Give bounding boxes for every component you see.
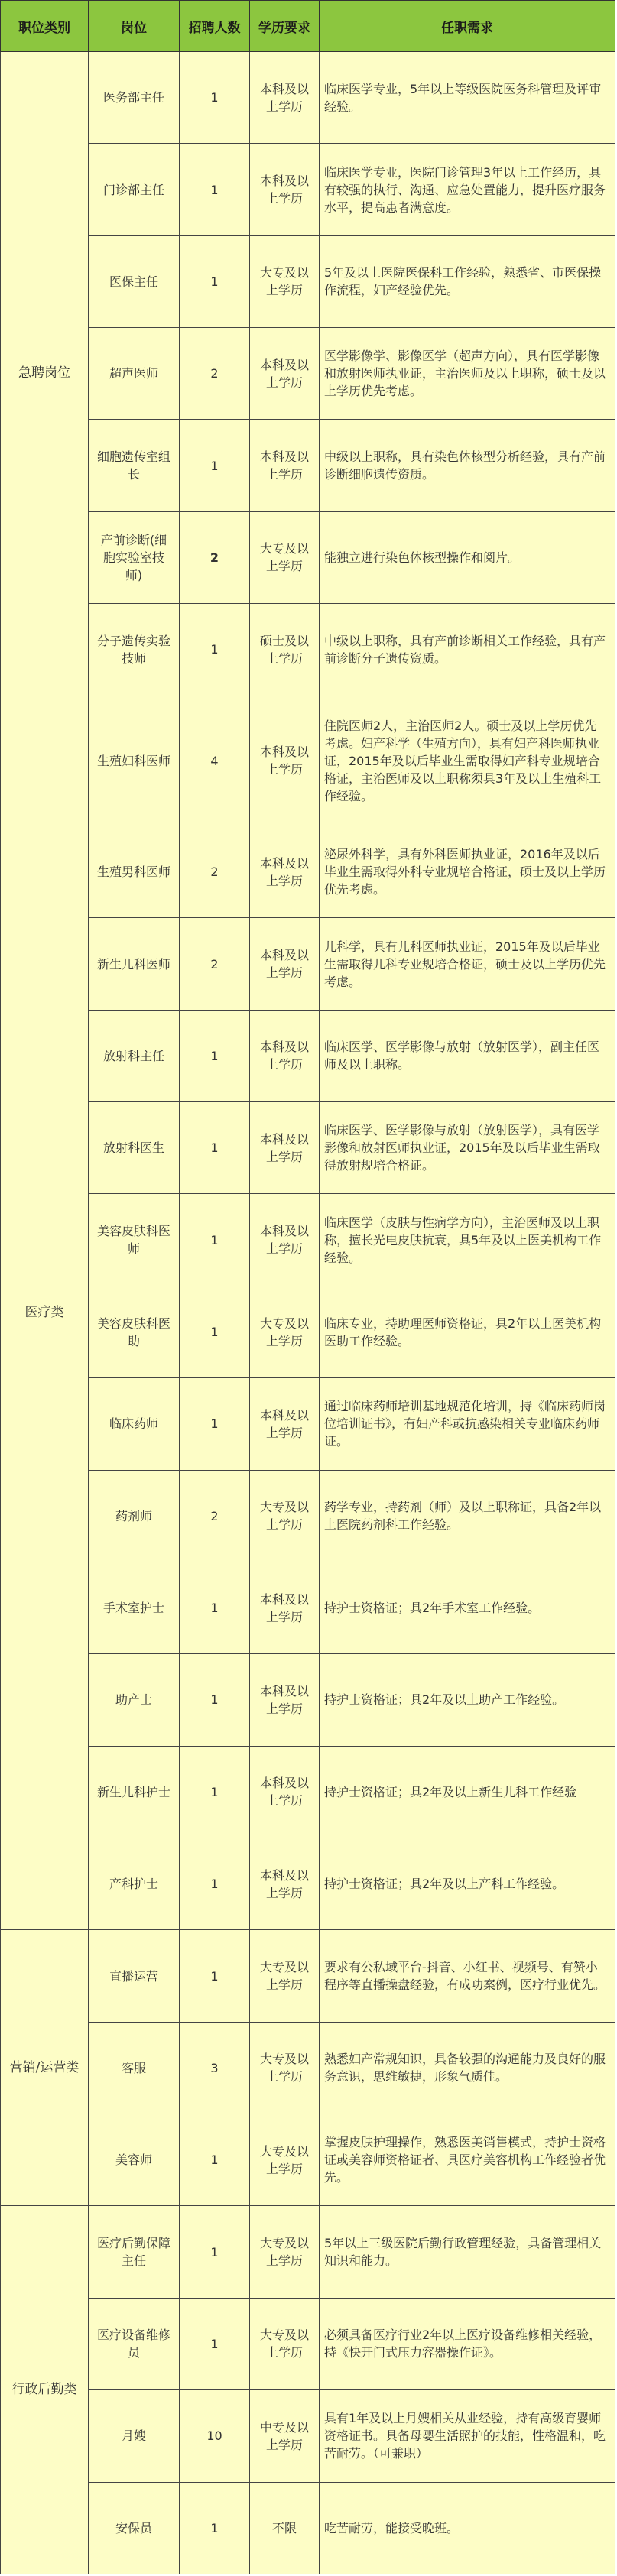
position-cell: 美容师 <box>89 2114 180 2206</box>
position-cell: 生殖男科医师 <box>89 826 180 918</box>
count-cell: 4 <box>180 696 250 826</box>
requirement-cell: 临床医学专业，5年以上等级医院医务科管理及评审经验。 <box>320 52 615 144</box>
table-row <box>1 1562 615 1653</box>
table-row <box>1 604 615 696</box>
position-cell: 客服 <box>89 2022 180 2114</box>
count-cell: 2 <box>180 511 250 603</box>
education-cell: 大专及以上学历 <box>250 2206 320 2298</box>
table-row <box>1 235 615 327</box>
count-cell: 1 <box>180 1654 250 1746</box>
header-education: 学历要求 <box>250 1 320 52</box>
position-cell: 手术室护士 <box>89 1562 180 1653</box>
table-row <box>1 1838 615 1929</box>
count-cell: 1 <box>180 2482 250 2574</box>
education-cell: 大专及以上学历 <box>250 1470 320 1562</box>
table-row <box>1 2482 615 2574</box>
table-row <box>1 918 615 1010</box>
table-header-row <box>1 1 615 52</box>
table-row <box>1 52 615 144</box>
education-cell: 本科及以上学历 <box>250 918 320 1010</box>
education-cell: 本科及以上学历 <box>250 696 320 826</box>
count-cell: 1 <box>180 420 250 511</box>
requirement-cell: 临床医学、医学影像与放射（放射医学），副主任医师及以上职称。 <box>320 1010 615 1101</box>
education-cell: 大专及以上学历 <box>250 1286 320 1377</box>
education-cell: 大专及以上学历 <box>250 2298 320 2389</box>
position-cell: 医疗后勤保障主任 <box>89 2206 180 2298</box>
count-cell: 1 <box>180 1930 250 2022</box>
education-cell: 本科及以上学历 <box>250 1102 320 1194</box>
count-cell: 1 <box>180 2114 250 2206</box>
requirement-cell: 5年以上三级医院后勤行政管理经验，具备管理相关知识和能力。 <box>320 2206 615 2298</box>
education-cell: 本科及以上学历 <box>250 1838 320 1929</box>
education-cell: 本科及以上学历 <box>250 1654 320 1746</box>
table-row <box>1 1102 615 1194</box>
education-cell: 硕士及以上学历 <box>250 604 320 696</box>
position-cell: 放射科主任 <box>89 1010 180 1101</box>
position-cell: 医务部主任 <box>89 52 180 144</box>
requirement-cell: 具有1年及以上月嫂相关从业经验，持有高级育婴师资格证书。具备母婴生活照护的技能，性格温和，吃苦耐劳。（可兼职） <box>320 2390 615 2482</box>
table-row <box>1 2390 615 2482</box>
requirement-cell: 住院医师2人，主治医师2人。硕士及以上学历优先考虑。妇产科学（生殖方向），具有妇产科医师执业证，2015年及以后毕业生需取得妇产科专业规培合格证，主治医师及以上职称须具3年及以上生殖科工作经验。 <box>320 696 615 826</box>
count-cell: 1 <box>180 1194 250 1286</box>
requirement-cell: 持护士资格证；具2年手术室工作经验。 <box>320 1562 615 1653</box>
table-row <box>1 1010 615 1101</box>
requirement-cell: 医学影像学、影像医学（超声方向），具有医学影像和放射医师执业证，主治医师及以上职称，硕士及以上学历优先考虑。 <box>320 328 615 420</box>
education-cell: 大专及以上学历 <box>250 2114 320 2206</box>
education-cell: 本科及以上学历 <box>250 1378 320 1470</box>
table-row <box>1 696 615 826</box>
count-cell: 1 <box>180 1562 250 1653</box>
category-cell: 行政后勤类 <box>1 2206 89 2574</box>
position-cell: 放射科医生 <box>89 1102 180 1194</box>
requirement-cell: 中级以上职称，具有染色体核型分析经验，具有产前诊断细胞遗传资质。 <box>320 420 615 511</box>
table-row <box>1 2114 615 2206</box>
position-cell: 月嫂 <box>89 2390 180 2482</box>
count-cell: 1 <box>180 604 250 696</box>
requirement-cell: 临床医学专业，医院门诊管理3年以上工作经历，具有较强的执行、沟通、应急处置能力，提升医疗服务水平，提高患者满意度。 <box>320 144 615 235</box>
count-cell: 3 <box>180 2022 250 2114</box>
count-cell: 1 <box>180 52 250 144</box>
requirement-cell: 持护士资格证；具2年及以上助产工作经验。 <box>320 1654 615 1746</box>
table-row <box>1 826 615 918</box>
count-cell: 1 <box>180 1286 250 1377</box>
position-cell: 药剂师 <box>89 1470 180 1562</box>
count-cell: 10 <box>180 2390 250 2482</box>
education-cell: 本科及以上学历 <box>250 420 320 511</box>
table-row <box>1 1746 615 1838</box>
table-row <box>1 420 615 511</box>
header-count: 招聘人数 <box>180 1 250 52</box>
header-requirement: 任职需求 <box>320 1 615 52</box>
count-cell: 1 <box>180 1838 250 1929</box>
education-cell: 本科及以上学历 <box>250 1562 320 1653</box>
position-cell: 超声医师 <box>89 328 180 420</box>
count-cell: 1 <box>180 2298 250 2389</box>
count-cell: 1 <box>180 1010 250 1101</box>
table-row <box>1 1470 615 1562</box>
count-cell: 2 <box>180 918 250 1010</box>
count-cell: 2 <box>180 826 250 918</box>
education-cell: 大专及以上学历 <box>250 2022 320 2114</box>
table-row <box>1 2206 615 2298</box>
education-cell: 不限 <box>250 2482 320 2574</box>
header-position: 岗位 <box>89 1 180 52</box>
education-cell: 本科及以上学历 <box>250 1010 320 1101</box>
requirement-cell: 临床医学（皮肤与性病学方向），主治医师及以上职称，擅长光电皮肤抗衰，具5年及以上医美机构工作经验。 <box>320 1194 615 1286</box>
position-cell: 新生儿科护士 <box>89 1746 180 1838</box>
education-cell: 本科及以上学历 <box>250 52 320 144</box>
count-cell: 2 <box>180 328 250 420</box>
table-row <box>1 1194 615 1286</box>
requirement-cell: 能独立进行染色体核型操作和阅片。 <box>320 511 615 603</box>
count-cell: 1 <box>180 235 250 327</box>
count-cell: 2 <box>180 1470 250 1562</box>
requirement-cell: 通过临床药师培训基地规范化培训，持《临床药师岗位培训证书》，有妇产科或抗感染相关专业临床药师证。 <box>320 1378 615 1470</box>
education-cell: 大专及以上学历 <box>250 1930 320 2022</box>
position-cell: 直播运营 <box>89 1930 180 2022</box>
education-cell: 本科及以上学历 <box>250 1746 320 1838</box>
position-cell: 美容皮肤科医助 <box>89 1286 180 1377</box>
count-cell: 1 <box>180 1102 250 1194</box>
category-cell: 医疗类 <box>1 696 89 1930</box>
requirement-cell: 必须具备医疗行业2年以上医疗设备维修相关经验，持《快开门式压力容器操作证》。 <box>320 2298 615 2389</box>
education-cell: 本科及以上学历 <box>250 144 320 235</box>
education-cell: 大专及以上学历 <box>250 235 320 327</box>
requirement-cell: 5年及以上医院医保科工作经验，熟悉省、市医保操作流程，妇产经验优先。 <box>320 235 615 327</box>
education-cell: 大专及以上学历 <box>250 511 320 603</box>
table-row <box>1 2298 615 2389</box>
requirement-cell: 持护士资格证；具2年及以上新生儿科工作经验 <box>320 1746 615 1838</box>
position-cell: 安保员 <box>89 2482 180 2574</box>
requirement-cell: 吃苦耐劳，能接受晚班。 <box>320 2482 615 2574</box>
position-cell: 临床药师 <box>89 1378 180 1470</box>
education-cell: 本科及以上学历 <box>250 1194 320 1286</box>
position-cell: 生殖妇科医师 <box>89 696 180 826</box>
category-cell: 营销/运营类 <box>1 1930 89 2206</box>
position-cell: 美容皮肤科医师 <box>89 1194 180 1286</box>
table-row <box>1 1654 615 1746</box>
count-cell: 1 <box>180 2206 250 2298</box>
requirement-cell: 掌握皮肤护理操作，熟悉医美销售模式，持护士资格证或美容师资格证者、具医疗美容机构工作经验者优先。 <box>320 2114 615 2206</box>
requirement-cell: 药学专业，持药剂（师）及以上职称证，具备2年以上医院药剂科工作经验。 <box>320 1470 615 1562</box>
table-row <box>1 2022 615 2114</box>
position-cell: 细胞遗传室组长 <box>89 420 180 511</box>
header-category: 职位类别 <box>1 1 89 52</box>
requirement-cell: 泌尿外科学，具有外科医师执业证，2016年及以后毕业生需取得外科专业规培合格证，硕士及以上学历优先考虑。 <box>320 826 615 918</box>
table-row <box>1 328 615 420</box>
category-cell: 急聘岗位 <box>1 52 89 696</box>
education-cell: 本科及以上学历 <box>250 826 320 918</box>
count-cell: 1 <box>180 144 250 235</box>
table-row <box>1 511 615 603</box>
count-cell: 1 <box>180 1378 250 1470</box>
table-row <box>1 144 615 235</box>
table-row <box>1 1286 615 1377</box>
requirement-cell: 持护士资格证；具2年及以上产科工作经验。 <box>320 1838 615 1929</box>
position-cell: 门诊部主任 <box>89 144 180 235</box>
position-cell: 医保主任 <box>89 235 180 327</box>
requirement-cell: 临床医学、医学影像与放射（放射医学），具有医学影像和放射医师执业证，2015年及以后毕业生需取得放射规培合格证。 <box>320 1102 615 1194</box>
table-row <box>1 1930 615 2022</box>
education-cell: 本科及以上学历 <box>250 328 320 420</box>
requirement-cell: 儿科学，具有儿科医师执业证，2015年及以后毕业生需取得儿科专业规培合格证，硕士及以上学历优先考虑。 <box>320 918 615 1010</box>
education-cell: 中专及以上学历 <box>250 2390 320 2482</box>
position-cell: 产前诊断(细胞实验室技师) <box>89 511 180 603</box>
position-cell: 助产士 <box>89 1654 180 1746</box>
position-cell: 医疗设备维修员 <box>89 2298 180 2389</box>
requirement-cell: 熟悉妇产常规知识，具备较强的沟通能力及良好的服务意识，思维敏捷，形象气质佳。 <box>320 2022 615 2114</box>
requirement-cell: 中级以上职称，具有产前诊断相关工作经验，具有产前诊断分子遗传资质。 <box>320 604 615 696</box>
requirement-cell: 要求有公私域平台-抖音、小红书、视频号、有赞小程序等直播操盘经验，有成功案例，医疗行业优先。 <box>320 1930 615 2022</box>
table-row <box>1 1378 615 1470</box>
position-cell: 产科护士 <box>89 1838 180 1929</box>
position-cell: 新生儿科医师 <box>89 918 180 1010</box>
requirement-cell: 临床专业，持助理医师资格证，具2年以上医美机构医助工作经验。 <box>320 1286 615 1377</box>
count-cell: 1 <box>180 1746 250 1838</box>
position-cell: 分子遗传实验技师 <box>89 604 180 696</box>
